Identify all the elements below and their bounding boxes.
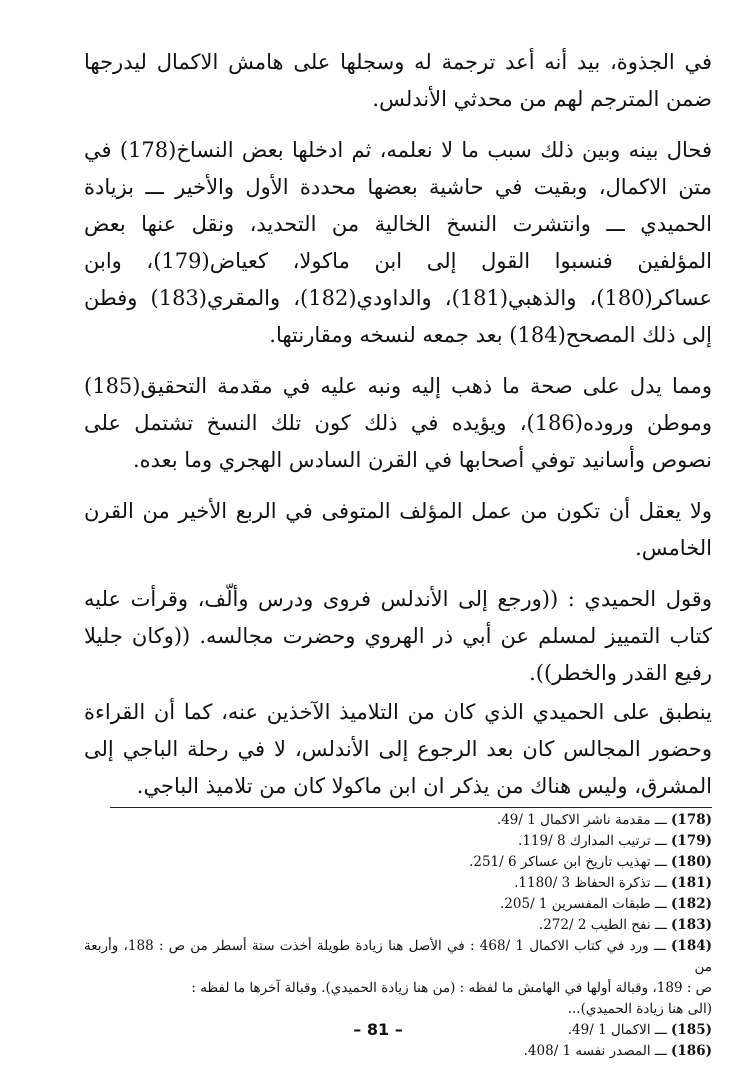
paragraph-2: فحال بينه وبين ذلك سبب ما لا نعلمه، ثم ادخلها بعض النساخ(178) في متن الاكمال، وبقيت في حاشية بعضها محددة الأول والأخير ـــ بزيادة الحميدي ـــ وانتشرت النسخ الخالية من التحديد، ونقل عنها بعض المؤلفين فنسبوا القول إلى ابن ماكولا، كعياض(179)، وابن عساكر(180)، والذهبي(181)، والداودي(182)، والمقري(183) وفطن إلى ذلك المصحح(184) بعد جمعه لنسخه ومقارنتها. bbox=[84, 138, 712, 347]
footnote-text: ـــ ورد في كتاب الاكمال 1 /468 : في الأصل هنا زيادة طويلة أخذت ستة أسطر من ص : 188، وأربعة من bbox=[84, 938, 712, 975]
footnote-181 bbox=[84, 873, 712, 894]
footnote-text: ـــ ترتيب المدارك 8 /119. bbox=[518, 833, 667, 849]
footnote-text: ـــ نفح الطيب 2 /272. bbox=[538, 917, 667, 933]
paragraph-1: في الجذوة، بيد أنه أعد ترجمة له وسجلها على هامش الاكمال ليدرجها ضمن المترجم لهم من محدثي الأندلس. bbox=[84, 50, 712, 111]
main-text bbox=[84, 44, 712, 805]
footnote-number: (186) bbox=[671, 1043, 712, 1059]
footnote-text: ـــ الاكمال 1 /49. bbox=[567, 1022, 667, 1038]
footnote-text: ـــ مقدمة ناشر الاكمال 1 /49. bbox=[496, 812, 667, 828]
footnote-text: ـــ تهذيب تاريخ ابن عساكر 6 /251. bbox=[469, 854, 667, 870]
footnote-text: (الى هنا زيادة الحميدي)... bbox=[567, 1001, 712, 1017]
footnote-number: (184) bbox=[671, 938, 713, 954]
paragraph-4: ولا يعقل أن تكون من عمل المؤلف المتوفى في الربع الأخير من القرن الخامس. bbox=[84, 499, 712, 560]
footnote-178 bbox=[84, 810, 712, 831]
footnote-number: (182) bbox=[671, 896, 712, 912]
footnote-180 bbox=[84, 852, 712, 873]
footnote-text: ـــ طبقات المفسرين 1 /205. bbox=[499, 896, 667, 912]
footnote-number: (181) bbox=[671, 875, 712, 891]
footnote-183 bbox=[84, 915, 712, 936]
footnote-number: (180) bbox=[671, 854, 712, 870]
footnote-186 bbox=[84, 1041, 712, 1062]
paragraph-5: وقول الحميدي : ((ورجع إلى الأندلس فروى ودرس وألّف، وقرأت عليه كتاب التمييز لمسلم عن أبي ذر الهروي وحضرت مجالسه. ((وكان جليلا رفيع القدر والخطر)). bbox=[84, 587, 712, 685]
footnote-text: ـــ المصدر نفسه 1 /408. bbox=[523, 1043, 667, 1059]
footnote-number: (178) bbox=[671, 812, 712, 828]
footnote-184-continued bbox=[84, 999, 712, 1020]
footnote-179 bbox=[84, 831, 712, 852]
footnote-number: (185) bbox=[671, 1022, 712, 1038]
footnote-number: (179) bbox=[671, 833, 712, 849]
footnote-separator bbox=[110, 807, 712, 808]
footnote-text: ـــ تذكرة الحفاظ 3 /1180. bbox=[514, 875, 667, 891]
footnote-text: ص : 189، وقبالة أولها في الهامش ما لفظه : (من هنا زيادة الحميدي). وقبالة آخرها ما لفظه : bbox=[191, 980, 712, 996]
paragraph-3: ومما يدل على صحة ما ذهب إليه ونبه عليه في مقدمة التحقيق(185) وموطن وروده(186)، ويؤيده في ذلك كون تلك النسخ تشتمل على نصوص وأسانيد توفي أصحابها في القرن السادس الهجري وما بعده. bbox=[84, 374, 712, 472]
footnote-184 bbox=[84, 936, 712, 978]
page-number: – 81 – bbox=[353, 1020, 403, 1039]
footnote-182 bbox=[84, 894, 712, 915]
footnote-number: (183) bbox=[671, 917, 712, 933]
paragraph-6: ينطبق على الحميدي الذي كان من التلاميذ الآخذين عنه، كما أن القراءة وحضور المجالس كان بعد الرجوع إلى الأندلس، لا في رحلة الباجي إلى المشرق، وليس هناك من يذكر ان ابن ماكولا كان من تلاميذ الباجي. bbox=[84, 700, 712, 798]
footnote-184-continued bbox=[84, 978, 712, 999]
